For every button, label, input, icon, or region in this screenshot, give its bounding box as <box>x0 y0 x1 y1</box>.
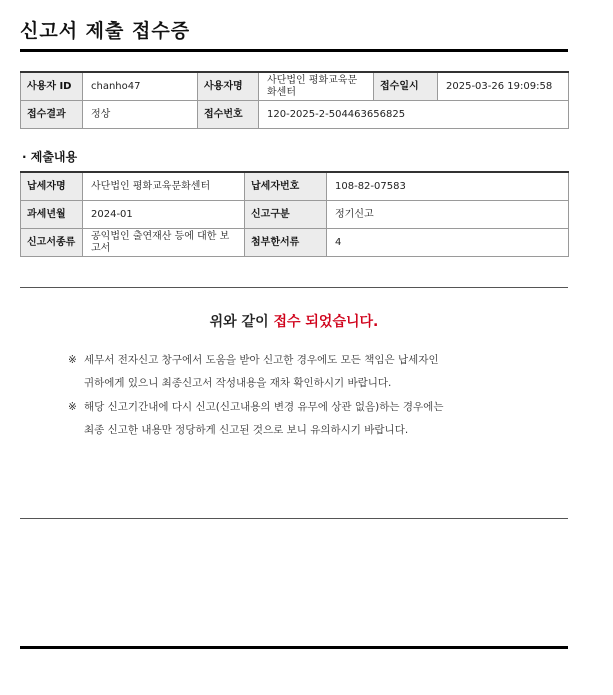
report-type-label: 신고구분 <box>245 201 327 229</box>
table-row <box>21 229 569 257</box>
divider <box>20 287 568 288</box>
reference-mark-icon: ※ <box>68 354 77 366</box>
table-row <box>21 201 569 229</box>
user-name-value: 사단법인 평화교육문화센터 <box>259 72 374 101</box>
table-row <box>21 101 569 129</box>
received-at-value: 2025-03-26 19:09:58 <box>438 72 569 101</box>
result-label: 접수결과 <box>21 101 83 129</box>
receipt-info-table <box>20 71 569 129</box>
receipt-no-value: 120-2025-2-504463656825 <box>259 101 569 129</box>
table-row <box>21 172 569 201</box>
notice-2 <box>68 396 548 442</box>
confirmation-message <box>20 311 568 331</box>
taxpayer-name-label: 납세자명 <box>21 172 83 201</box>
bottom-rule <box>20 646 568 649</box>
page-title: 신고서 제출 접수증 <box>20 20 191 42</box>
user-id-value: chanho47 <box>83 72 198 101</box>
notice-2-line-2: 최종 신고한 내용만 정당하게 신고된 것으로 보니 유의하시기 바랍니다. <box>84 424 409 436</box>
receipt-no-label: 접수번호 <box>198 101 259 129</box>
reference-mark-icon: ※ <box>68 401 77 413</box>
taxpayer-name-value: 사단법인 평화교육문화센터 <box>83 172 245 201</box>
user-name-label: 사용자명 <box>198 72 259 101</box>
tax-period-value: 2024-01 <box>83 201 245 229</box>
taxpayer-no-value: 108-82-07583 <box>327 172 569 201</box>
notice-2-line-1: 해당 신고기간내에 다시 신고(신고내용의 변경 유무에 상관 없음)하는 경우에는 <box>84 401 444 413</box>
table-row <box>21 72 569 101</box>
tax-period-label: 과세년월 <box>21 201 83 229</box>
title-rule <box>20 49 568 52</box>
notice-1-line-2: 귀하에게 있으니 최종신고서 작성내용을 재차 확인하시기 바랍니다. <box>84 377 392 389</box>
submission-table <box>20 171 569 257</box>
taxpayer-no-label: 납세자번호 <box>245 172 327 201</box>
notice-1 <box>68 349 548 395</box>
attachments-value: 4 <box>327 229 569 257</box>
received-at-label: 접수일시 <box>374 72 438 101</box>
divider <box>20 518 568 519</box>
report-type-value: 정기신고 <box>327 201 569 229</box>
message-prefix: 위와 같이 <box>209 314 274 330</box>
form-type-label: 신고서종류 <box>21 229 83 257</box>
result-value: 정상 <box>83 101 198 129</box>
attachments-label: 첨부한서류 <box>245 229 327 257</box>
message-highlight: 접수 되었습니다. <box>273 314 379 330</box>
notice-1-line-1: 세무서 전자신고 창구에서 도움을 받아 신고한 경우에도 모든 책임은 납세자인 <box>84 354 439 366</box>
user-id-label: 사용자 ID <box>21 72 83 101</box>
form-type-value: 공익법인 출연재산 등에 대한 보고서 <box>83 229 245 257</box>
section-title: · 제출내용 <box>22 150 78 164</box>
